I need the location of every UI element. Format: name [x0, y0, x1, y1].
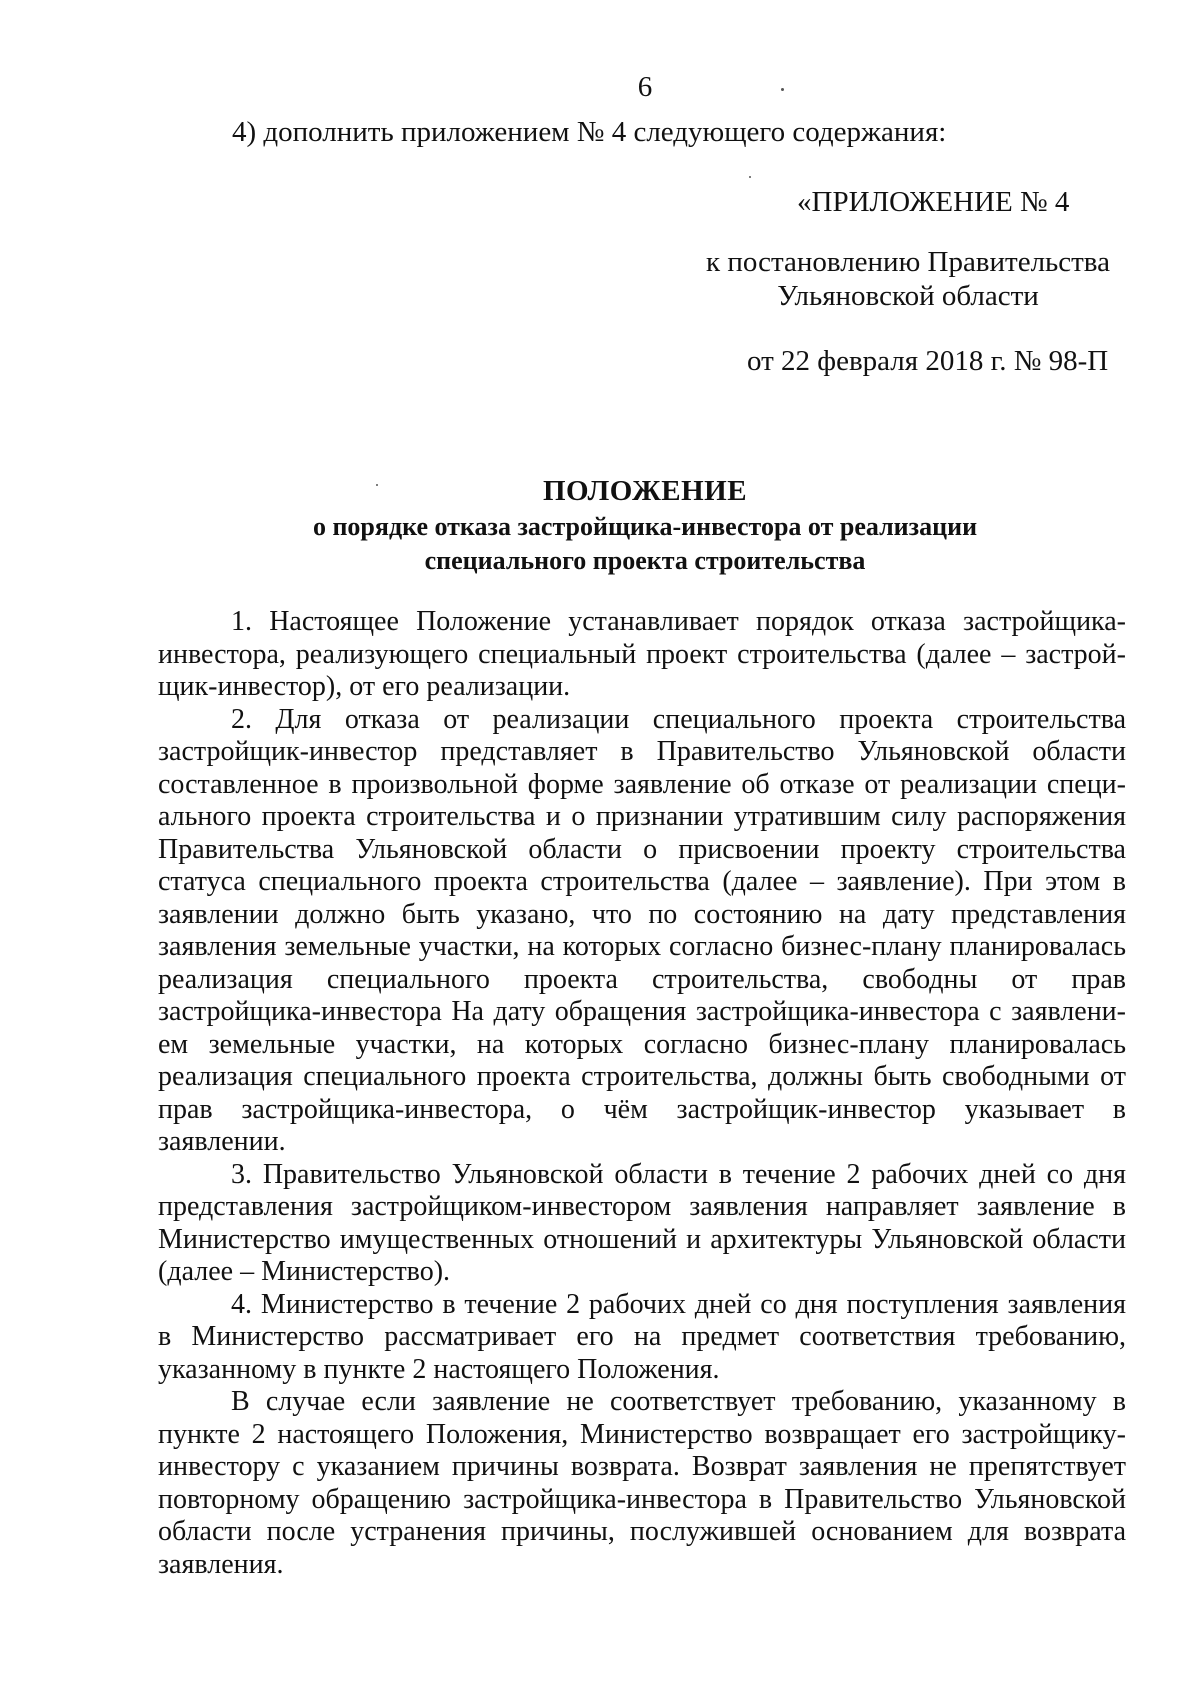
document-heading: ПОЛОЖЕНИЕ — [542, 475, 748, 507]
scan-speck — [376, 484, 378, 486]
appendix-title: «ПРИЛОЖЕНИЕ № 4 — [797, 186, 1070, 218]
scan-speck — [781, 88, 784, 91]
appendix-date: от 22 февраля 2018 г. № 98-П — [747, 345, 1109, 377]
document-body — [158, 606, 1126, 1581]
document-subtitle-line: специального проекта строительства — [424, 546, 866, 575]
amendment-intro: 4) дополнить приложением № 4 следующего содержания: — [232, 116, 947, 148]
document-subtitle — [0, 510, 1200, 578]
body-paragraph: 4. Министерство в течение 2 рабочих дней со дня поступления заявления в Министерство рассматривает его на предмет соответствия требованию, указанному в пункте 2 настоящего Положения. — [158, 1288, 1126, 1385]
appendix-reference-line: Ульяновской области — [777, 280, 1039, 312]
appendix-reference-line: к постановлению Правительства — [706, 246, 1110, 278]
body-paragraph: 2. Для отказа от реализации специального проекта строительства застройщик-инвестор представляет в Правительство Ульяновской области составленное в произвольной форме заявление об отказе от реализации специального проекта строительства и о признании утратившим силу распоряжения Правительства Ульяновской области о присвоении проекту строительства статуса специального проекта строительства (далее – заявление). При этом в заявлении должно быть указано, что по состоянию на дату представления заявления земельные участки, на которых согласно бизнес-плану планировалась реализация специального проекта строительства, свободны от прав застройщика-инвестора На дату обращения застройщика-инвестора с заявлением земельные участки, на которых согласно бизнес-плану планировалась реализация специального проекта строительства, должны быть свободными от прав застройщика-инвестора, о чём застройщик-инвестор указывает в заявлении. — [158, 703, 1126, 1157]
body-paragraph: В случае если заявление не соответствует требованию, указанному в пункте 2 настоящего Положения, Министерство возвращает его застройщику-инвестору с указанием причины возврата. Возврат заявления не препятствует повторному обращению застройщика-инвестора в Правительство Ульяновской области после устранения причины, послужившей основанием для возврата заявления. — [158, 1386, 1126, 1580]
page-number: 6 — [637, 71, 653, 103]
scan-speck — [749, 176, 751, 178]
body-paragraph: 3. Правительство Ульяновской области в течение 2 рабочих дней со дня представления застройщиком-инвестором заявления направляет заявление в Министерство имущественных отношений и архитектуры Ульяновской области (далее – Министерство). — [158, 1158, 1126, 1287]
appendix-reference — [706, 245, 1110, 313]
body-paragraph: 1. Настоящее Положение устанавливает порядок отказа застройщика-инвестора, реализующего специальный проект строительства (далее – застройщик-инвестор), от его реализации. — [158, 606, 1126, 702]
document-subtitle-line: о порядке отказа застройщика-инвестора от реализации — [312, 512, 978, 541]
